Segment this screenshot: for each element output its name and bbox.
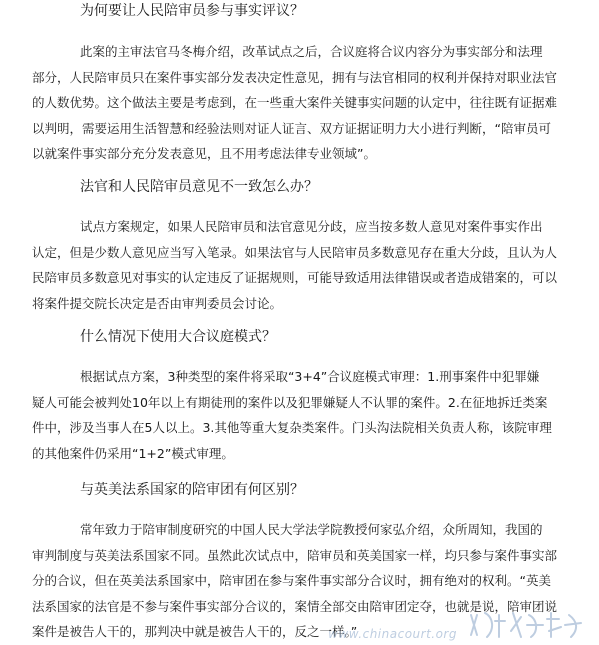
paragraph-line: 部分，人民陪审员只在案件事实部分发表决定性意见，拥有与法官相同的权利并保持对职业法官 (32, 69, 558, 85)
paragraph-line: 认定，但是少数人意见应当写入笔录。如果法官与人民陪审员多数意见存在重大分歧，且认为人 (32, 244, 558, 260)
paragraph-line: 疑人可能会被判处10年以上有期徒刑的案件以及犯罪嫌疑人不认罪的案件。2.在征地拆迁类案 (32, 394, 548, 410)
section-paragraph-4 (0, 517, 599, 645)
paragraph-line: 以判明，需要运用生活智慧和经验法则对证人证言、双方证据证明力大小进行判断，“陪审员可 (32, 120, 551, 136)
paragraph-line: 法系国家的法官是不参与案件事实部分合议的，案情全部交由陪审团定夺，也就是说，陪审团说 (32, 598, 558, 614)
paragraph-line: 常年致力于陪审制度研究的中国人民大学法学院教授何家弘介绍，众所周知，我国的 (80, 522, 543, 537)
section-heading-1: 为何要让人民陪审员参与事实评议？ (80, 3, 304, 19)
section-heading-4: 与英美法系国家的陪审团有何区别？ (80, 482, 304, 498)
paragraph-line: 民陪审员多数意见对事实的认定违反了证据规则，可能导致适用法律错误或者造成错案的，可以 (32, 270, 558, 285)
paragraph-line: 的人数优势。这个做法主要是考虑到，在一些重大案件关键事实问题的认定中，往往既有证据难 (32, 95, 558, 110)
section-paragraph-2 (0, 214, 599, 316)
section-heading-2: 法官和人民陪审员意见不一致怎么办？ (80, 179, 318, 195)
paragraph-line: 试点方案规定，如果人民陪审员和法官意见分歧，应当按多数人意见对案件事实作出 (80, 219, 543, 234)
paragraph-line: 以就案件事实部分充分发表意见，且不用考虑法律专业领域”。 (32, 146, 376, 161)
paragraph-line: 分的合议，但在英美法系国家中，陪审团在参与案件事实部分合议时，拥有绝对的权利。“英美 (32, 573, 551, 588)
paragraph-line: 将案件提交院长决定是否由审判委员会讨论。 (32, 295, 283, 311)
section-paragraph-1 (0, 39, 599, 167)
paragraph-line: 件中，涉及当事人在5人以上。3.其他等重大复杂类案件。门头沟法院相关负责人称，该院审理 (32, 420, 552, 435)
paragraph-line: 的其他案件仍采用“1+2”模式审理。 (32, 445, 234, 461)
watermark-url: www.chinacourt.org (328, 627, 457, 641)
section-paragraph-3 (0, 364, 599, 466)
section-heading-3: 什么情况下使用大合议庭模式？ (80, 329, 276, 345)
paragraph-line: 案件是被告人干的，那判决中就是被告人干的，反之一样。” (32, 624, 358, 639)
paragraph-line: 审判制度与英美法系国家不同。虽然此次试点中，陪审员和英美国家一样，均只参与案件事实部 (32, 547, 558, 563)
paragraph-line: 此案的主审法官马冬梅介绍，改革试点之后，合议庭将合议内容分为事实部分和法理 (80, 44, 543, 59)
paragraph-line: 根据试点方案，3种类型的案件将采取“3+4”合议庭模式审理：1.刑事案件中犯罪嫌 (80, 369, 540, 384)
